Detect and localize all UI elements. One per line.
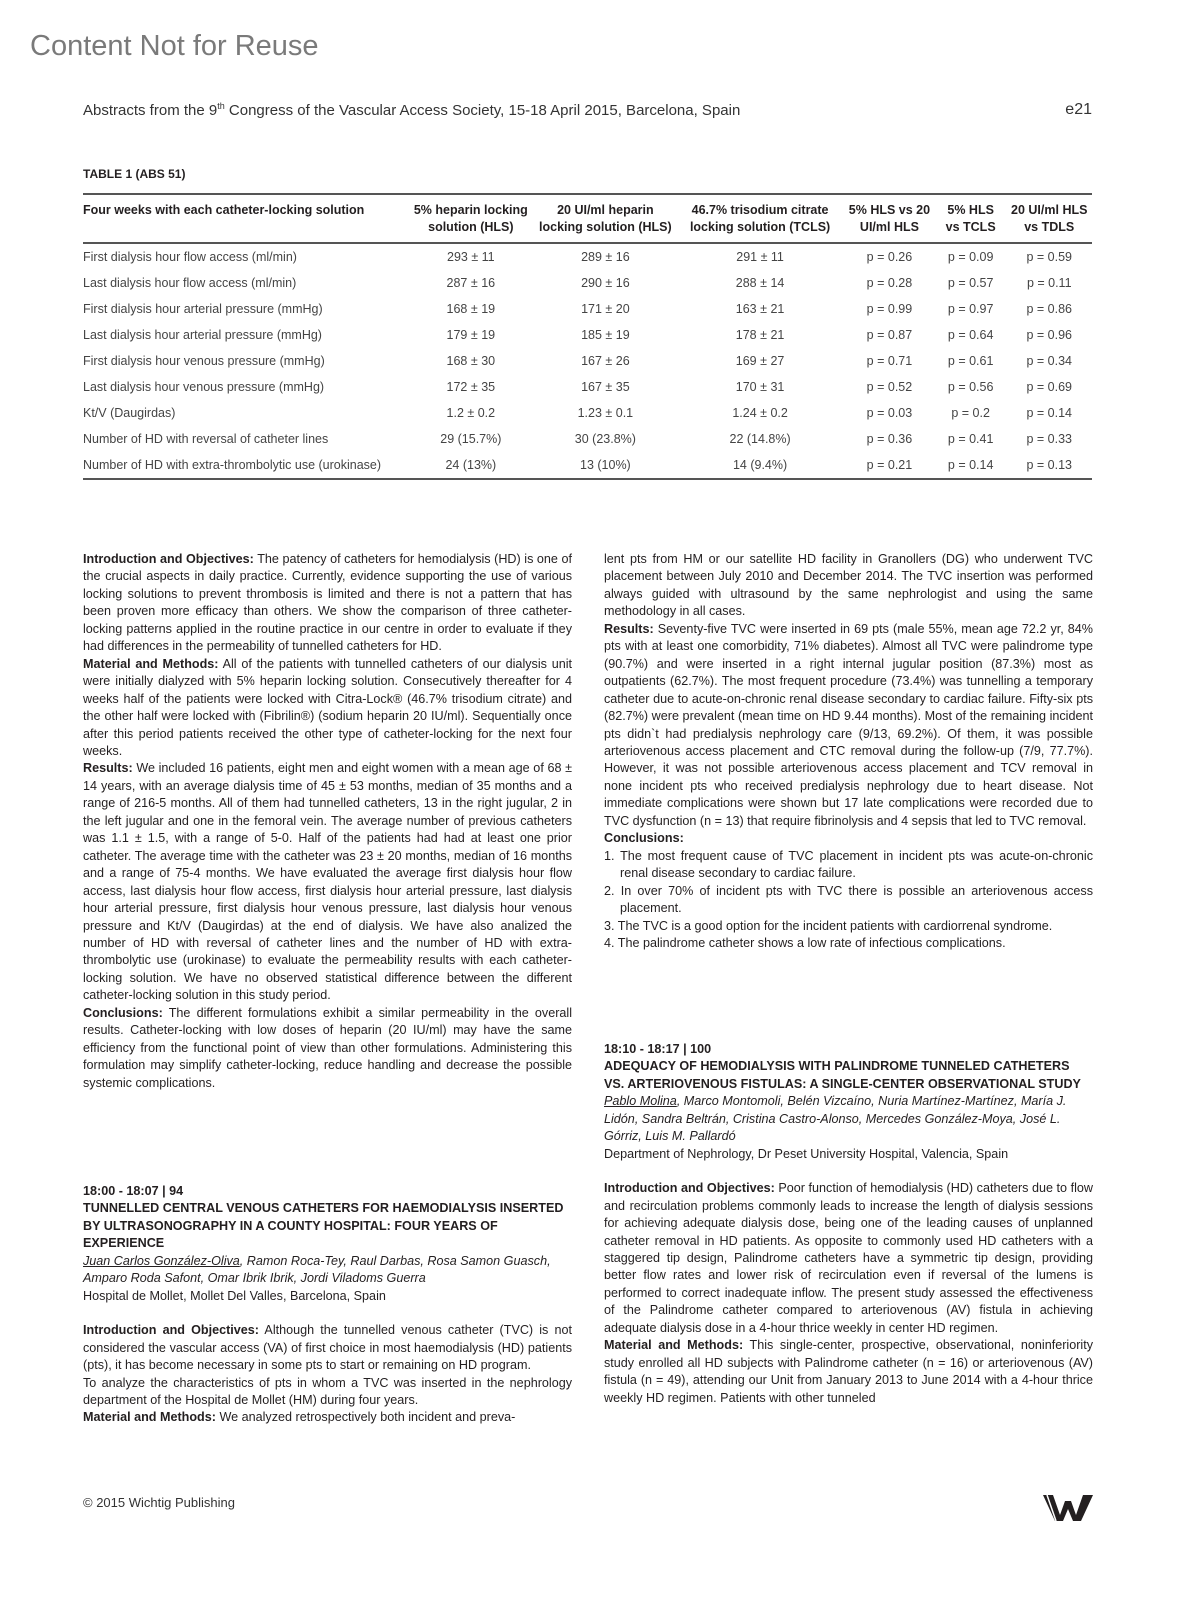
abstract-51-body (83, 551, 572, 1092)
table-cell: 287 ± 16 (446, 276, 496, 290)
row-label: Kt/V (Daugirdas) (83, 406, 176, 420)
column-header: 5% HLS vs 20 UI/ml HLS (848, 203, 931, 234)
table-cell: p = 0.13 (1026, 458, 1073, 472)
paragraph-text: Seventy-five TVC were inserted in 69 pts (male 55%, mean age 72.2 yr, 84% pts with at least one comorbidity, 71% diabetes). Almost all TVC were palindrome type (90.7%) and were inserted in a right internal jugular position (87.3%) most as outpatients (62.7%). The most frequent procedure (73.4%) was tunnelling a temporary catheter due to acute-on-chronic renal disease secondary to cardiac failure. Fifty-six pts (82.7%) were prevalent (mean time on HD 9.44 months). Most of the remaining incident pts didn`t had predialysis nephrology care (9/13, 69.2%). Of them, it was possible arteriovenous access placement and CTC removal during the follow-up (7/9, 77.7%). However, it was not possible arteriovenous access placement and TCV removal in none incident pts who received predialysis nephrology due to heart disease. Not immediate complications were shown but 17 late complications were recorded due to TVC dysfunction (n = 13) that require fibrinolysis and 4 sepsis that led to TVC removal. (604, 621, 1093, 828)
table-cell: 167 ± 26 (581, 354, 630, 368)
table-cell: p = 0.11 (1026, 276, 1072, 290)
section-label: Material and Methods: (604, 1338, 744, 1353)
paragraph-text: lent pts from HM or our satellite HD facility in Granollers (DG) who underwent TVC placement between July 2010 and December 2014. The TVC insertion was performed always guided with ultrasound by the same nephrologist and using the same methodology in all cases. (604, 552, 1093, 619)
abstract-paragraph (83, 1409, 572, 1426)
table-cell: 163 ± 21 (735, 302, 785, 316)
column-header: 20 UI/ml HLS vs TDLS (1011, 203, 1088, 234)
section-label: Material and Methods: (83, 656, 219, 671)
table-cell: p = 0.14 (947, 458, 994, 472)
table-cell: 293 ± 11 (447, 250, 495, 264)
abstract-paragraph (83, 1322, 572, 1374)
table-cell: p = 0.28 (866, 276, 913, 290)
table-cell: p = 0.21 (866, 458, 913, 472)
column-header: Four weeks with each catheter-locking solution (83, 203, 365, 217)
table-caption: TABLE 1 (ABS 51) (83, 167, 186, 181)
table-cell: 179 ± 19 (446, 328, 496, 342)
table-cell: p = 0.36 (866, 432, 913, 446)
row-label: Last dialysis hour arterial pressure (mmHg) (83, 328, 322, 342)
watermark: Content Not for Reuse (30, 30, 319, 62)
presenting-author: Juan Carlos González-Oliva (83, 1253, 240, 1268)
table-row (83, 426, 1092, 452)
abstract-94 (83, 1183, 572, 1427)
conclusion-item: 3. The TVC is a good option for the incident patients with cardiorrenal syndrome. (604, 918, 1053, 933)
section-label: Introduction and Objectives: (604, 1181, 775, 1196)
abstract-time: 18:10 - 18:17 | 100 (604, 1042, 712, 1056)
conclusion-item: 1. The most frequent cause of TVC placement in incident pts was acute-on-chronic renal disease secondary to cardiac failure. (604, 848, 1093, 881)
column-header: 5% HLS vs TCLS (945, 203, 996, 234)
table-cell: 22 (14.8%) (729, 432, 791, 446)
section-label: Material and Methods: (83, 1410, 216, 1425)
abstract-paragraph (83, 551, 572, 656)
table-cell: 178 ± 21 (735, 328, 785, 342)
abstract-paragraph (604, 621, 1093, 830)
paragraph-text: We included 16 patients, eight men and eight women with a mean age of 68 ± 14 years, with an average dialysis time of 45 ± 53 months, median of 35 months and a range of 216-5 months. All of them had tunnelled catheters, 13 in the right jugular, 2 in the left jugular and one in the femoral vein. The average number of previous catheters was 1.1 ± 1.5, with a range of 5-0. Half of the patients had had at least one prior catheter. The average time with the catheter was 23 ± 20 months, median of 16 months and a range of 75-4 months. We have evaluated the average first dialysis hour flow access, last dialysis hour flow access, first dialysis hour arterial pressure, last dialysis hour arterial pressure, first dialysis hour venous pressure, last dialysis hour venous pressure and Kt/V (Daugirdas) at the end of dialysis. We have also analized the number of HD with reversal of catheter lines and the number of HD with extra-thrombolytic use (urokinase) to evaluate the permeability results with each catheter-locking solution. We have no observed statistical difference between the different catheter-locking solution in this study period. (83, 761, 572, 1003)
copyright: © 2015 Wichtig Publishing (83, 1495, 235, 1510)
section-label: Introduction and Objectives: (83, 552, 254, 566)
conclusion-item: 2. In over 70% of incident pts with TVC there is possible an arteriovenous access placement. (604, 883, 1093, 916)
table-cell: p = 0.99 (866, 302, 913, 316)
abstract-paragraph (604, 551, 1093, 621)
abstract-paragraph (83, 1005, 572, 1092)
abstract-paragraph (83, 656, 572, 761)
abstract-paragraph (604, 1180, 1093, 1337)
table-cell: 289 ± 16 (581, 250, 630, 264)
table-cell: 30 (23.8%) (574, 432, 636, 446)
running-head-sup: th (217, 101, 225, 111)
table-cell: p = 0.56 (947, 380, 994, 394)
paragraph-text: This single-center, prospective, observational, noninferiority study enrolled all HD subjects with Palindrome catheter (n = 16) or arteriovenous (AV) fistula (n = 49), attending our Unit from January 2013 to June 2014 with a 4-hour thrice weekly HD regimen. Patients with other tunneled (604, 1338, 1093, 1405)
table-cell: p = 0.96 (1026, 328, 1073, 342)
running-head-text: Abstracts from the 9 (83, 102, 218, 119)
table-cell: p = 0.34 (1026, 354, 1073, 368)
table-cell: 169 ± 27 (735, 354, 785, 368)
table-cell: 14 (9.4%) (732, 458, 788, 472)
section-label: Conclusions: (604, 831, 684, 846)
table-cell: p = 0.09 (947, 250, 994, 264)
row-label: Number of HD with extra-thrombolytic use (urokinase) (83, 458, 382, 472)
table-cell: p = 0.64 (947, 328, 994, 342)
table-cell: p = 0.26 (866, 250, 913, 264)
table-row (83, 452, 1092, 479)
page-number: e21 (1065, 101, 1092, 118)
results-table (83, 193, 1092, 480)
table-cell: 1.23 ± 0.1 (577, 406, 634, 420)
conclusions-list (604, 848, 1093, 953)
abstract-94-continued (604, 551, 1093, 952)
table-row (83, 243, 1092, 270)
table-cell: 29 (15.7%) (440, 432, 502, 446)
column-header: 20 UI/ml heparin locking solution (HLS) (539, 203, 672, 234)
section-label: Introduction and Objectives: (83, 1323, 259, 1338)
publisher-logo-icon (1043, 1493, 1093, 1528)
presenting-author: Pablo Molina (604, 1094, 677, 1109)
table-cell: 185 ± 19 (581, 328, 630, 342)
paragraph-text: All of the patients with tunnelled catheters of our dialysis unit were initially dialyzed with 5% heparin locking solution. Consecutively thereafter for 4 weeks half of the patients were locked with Citra-Lock® (46.7% trisodium citrate) and the other half were locked with (Fibrilin®) (sodium heparin 20 IU/ml). Sequentially once after this period patients received the other type of catheter-locking for the next four weeks. (83, 656, 573, 758)
table-row (83, 322, 1092, 348)
table-cell: p = 0.14 (1026, 406, 1073, 420)
table-cell: 168 ± 30 (446, 354, 496, 368)
co-authors: , Marco Montomoli, Belén Vizcaíno, Nuria Martínez-Martínez, María J. Lidón, Sandra Beltrán, Cristina Castro-Alonso, Mercedes González-Moya, José L. Górriz, Luis M. Pallardó (604, 1094, 1067, 1144)
abstract-time: 18:00 - 18:07 | 94 (83, 1184, 184, 1198)
abstract-affiliation: Hospital de Mollet, Mollet Del Valles, Barcelona, Spain (83, 1288, 386, 1303)
table-row (83, 348, 1092, 374)
paragraph-text: The patency of catheters for hemodialysis (HD) is one of the crucial aspects in daily practice. Currently, evidence supporting the use of various locking solutions to prevent thrombosis is limited and there is not a pattern that has been proven more efficacy than others. We show the comparison of three catheter-locking patterns applied in the routine practice in our centre in order to evaluate if they had differences in the permeability of tunnelled catheters for HD. (83, 552, 573, 654)
paragraph-text: Poor function of hemodialysis (HD) catheters due to flow and recirculation problems commonly leads to increase the length of dialysis sessions for achieving adequate dialysis dose, being one of the leading causes of unplanned catheter removal in HD patients. As opposite to commonly used HD catheters with a staggered tip design, Palindrome catheters have a symmetric tip design, providing better flow rates and lower risk of recirculation even if reversal of the lumens is performed to correct inadequate inflow. The present study assessed the effectiveness of the Palindrome catheter compared to arteriovenous (AV) fistula in achieving adequate dialysis dose in a 4-hour thrice weekly in center HD regimen. (604, 1181, 1094, 1335)
row-label: Last dialysis hour venous pressure (mmHg) (83, 380, 325, 394)
abstract-paragraph (604, 830, 1093, 847)
table-cell: 167 ± 35 (581, 380, 630, 394)
table-cell: p = 0.57 (947, 276, 994, 290)
abstract-paragraph (83, 760, 572, 1004)
table-cell: p = 0.71 (866, 354, 913, 368)
table-cell: p = 0.61 (947, 354, 994, 368)
abstract-100 (604, 1041, 1093, 1407)
row-label: First dialysis hour venous pressure (mmHg) (83, 354, 325, 368)
abstract-authors (604, 1093, 1093, 1145)
section-label: Conclusions: (83, 1005, 163, 1020)
abstract-authors (83, 1253, 572, 1288)
table-cell: 170 ± 31 (735, 380, 785, 394)
paragraph-text: Although the tunnelled venous catheter (TVC) is not considered the vascular access (VA) of first choice in most haemodialysis (HD) patients (pts), it has become necessary in some pts to start or remaining on HD program. (83, 1323, 572, 1373)
table-cell: 168 ± 19 (446, 302, 496, 316)
table-row (83, 400, 1092, 426)
table-cell: p = 0.2 (951, 406, 990, 420)
table-row (83, 270, 1092, 296)
abstract-paragraph (83, 1375, 572, 1410)
table-row (83, 374, 1092, 400)
abstract-affiliation: Department of Nephrology, Dr Peset University Hospital, Valencia, Spain (604, 1146, 1009, 1161)
row-label: First dialysis hour arterial pressure (mmHg) (83, 302, 323, 316)
conclusion-item: 4. The palindrome catheter shows a low rate of infectious complications. (604, 935, 1006, 950)
table-cell: p = 0.33 (1026, 432, 1073, 446)
row-label: Number of HD with reversal of catheter lines (83, 432, 329, 446)
table-cell: p = 0.52 (866, 380, 913, 394)
abstract-title: TUNNELLED CENTRAL VENOUS CATHETERS FOR HAEMODIALYSIS INSERTED BY ULTRASONOGRAPHY IN A COUNTY HOSPITAL: FOUR YEARS OF EXPERIENCE (83, 1201, 564, 1251)
table-cell: 13 (10%) (580, 458, 631, 472)
table-cell: p = 0.86 (1026, 302, 1073, 316)
table-cell: 24 (13%) (445, 458, 497, 472)
table-cell: 288 ± 14 (735, 276, 785, 290)
row-label: First dialysis hour flow access (ml/min) (83, 250, 297, 264)
row-label: Last dialysis hour flow access (ml/min) (83, 276, 297, 290)
co-authors: , Ramon Roca-Tey, Raul Darbas, Rosa Samon Guasch, Amparo Roda Safont, Omar Ibrik Ibrik, Jordi Viladoms Guerra (83, 1253, 551, 1286)
table-header-row (83, 194, 1092, 243)
column-header: 5% heparin locking solution (HLS) (413, 203, 528, 234)
table-cell: 171 ± 20 (581, 302, 630, 316)
table-cell: p = 0.41 (947, 432, 994, 446)
running-head-text: Congress of the Vascular Access Society, 15-18 April 2015, Barcelona, Spain (224, 102, 741, 119)
table-cell: 1.24 ± 0.2 (732, 406, 788, 420)
paragraph-text: We analyzed retrospectively both incident and preva- (215, 1410, 516, 1425)
table-cell: p = 0.03 (866, 406, 913, 420)
section-label: Results: (83, 761, 133, 776)
table-cell: p = 0.69 (1026, 380, 1073, 394)
paragraph-text: To analyze the characteristics of pts in whom a TVC was inserted in the nephrology department of the Hospital de Mollet (HM) during four years. (83, 1375, 572, 1407)
table-cell: p = 0.59 (1026, 250, 1073, 264)
table-cell: 1.2 ± 0.2 (446, 406, 496, 420)
abstract-paragraph (604, 1337, 1093, 1407)
table-cell: 291 ± 11 (736, 250, 784, 264)
section-label: Results: (604, 621, 654, 636)
paragraph-text: The different formulations exhibit a similar permeability in the overall results. Catheter-locking with low doses of heparin (20 IU/ml) may have the same efficiency from the functional point of view than other formulations. Administering this formulation may simplify catheter-locking, reduce handling and decrease the possible systemic complications. (83, 1005, 572, 1090)
table-cell: 172 ± 35 (446, 380, 496, 394)
column-header: 46.7% trisodium citrate locking solution (TCLS) (689, 203, 831, 234)
abstract-title: ADEQUACY OF HEMODIALYSIS WITH PALINDROME TUNNELED CATHETERS VS. ARTERIOVENOUS FISTULAS: A SINGLE-CENTER OBSERVATIONAL STUDY (604, 1059, 1081, 1091)
running-head (83, 101, 740, 119)
table-cell: p = 0.97 (947, 302, 994, 316)
table-cell: p = 0.87 (866, 328, 913, 342)
table-cell: 290 ± 16 (581, 276, 630, 290)
table-row (83, 296, 1092, 322)
